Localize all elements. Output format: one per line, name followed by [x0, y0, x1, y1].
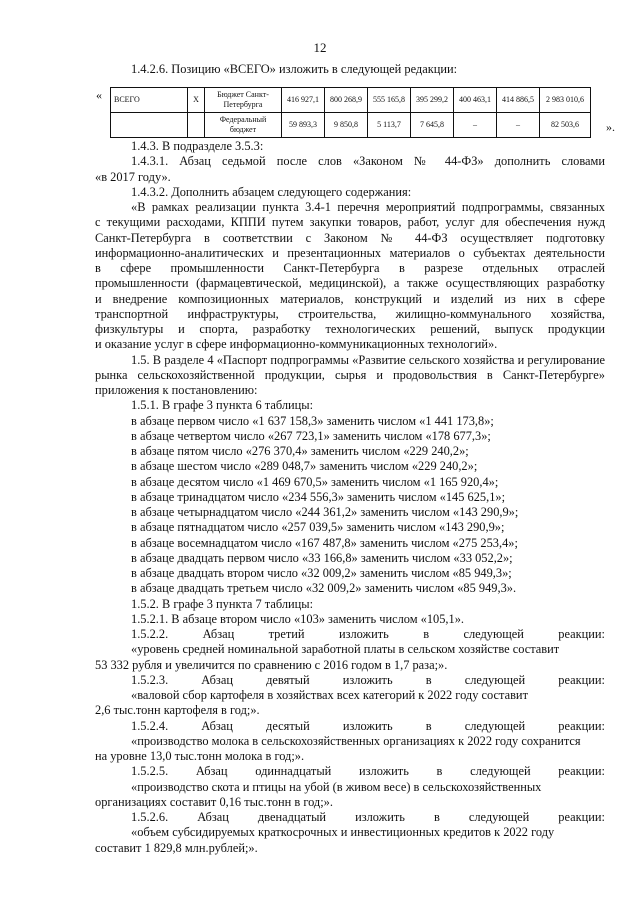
paragraph-line: «В рамках реализации пункта 3.4-1 перечня мероприятий подпрограммы, связанных [131, 200, 605, 214]
paragraph-line: транспортной инфраструктуры, строительства, жилищно-коммунального хозяйства, [95, 306, 605, 321]
table-cell: 395 299,2 [411, 88, 454, 113]
budget-table [110, 87, 591, 138]
paragraph-line: на уровне 13,0 тыс.тонн молока в год;». [95, 749, 305, 763]
paragraph-line: 1.5.2.3. Абзац девятый изложить в следующей реакции: [131, 672, 605, 687]
paragraph-line: приложения к постановлению: [95, 383, 258, 397]
paragraph-line: 1.4.3. В подразделе 3.5.3: [131, 139, 264, 153]
table-cell: Бюджет Санкт-Петербурга [205, 88, 282, 113]
table-cell: 9 850,8 [325, 113, 368, 138]
table-cell [111, 113, 188, 138]
paragraph-line: и оказание услуг в сфере информационно-коммуникационных технологий». [95, 337, 498, 352]
table-cell: ВСЕГО [111, 88, 188, 113]
paragraph-line: «производство скота и птицы на убой (в живом весе) в сельскохозяйственных [131, 779, 542, 794]
paragraph-line: «объем субсидируемых краткосрочных и инвестиционных кредитов к 2022 году [131, 825, 555, 840]
paragraph-line: 1.4.2.6. Позицию «ВСЕГО» изложить в следующей редакции: [131, 62, 458, 76]
paragraph-line: 1.4.3.1. Абзац седьмой после слов «Законом № 44-ФЗ» дополнить словами [131, 154, 605, 169]
table-cell: 800 268,9 [325, 88, 368, 113]
paragraph-line: с текущими расходами, КППИ путем закупки товаров, работ, услуг для обеспечения нужд [95, 215, 605, 230]
table-row [111, 113, 591, 138]
table-cell: 2 983 010,6 [540, 88, 591, 113]
paragraph-line: физкультуры и спорта, разработку технологических решений, выпуск продукции [95, 322, 605, 336]
paragraph-line: 53 332 рубля и увеличится по сравнению с 2016 годом в 1,7 раза;». [95, 657, 448, 672]
paragraph-line: 1.5.2.2. Абзац третий изложить в следующей реакции: [131, 627, 605, 641]
paragraph-line: в абзаце первом число «1 637 158,3» заменить числом «1 441 173,8»; [131, 413, 494, 428]
paragraph-line: в абзаце четырнадцатом число «244 361,2» заменить числом «143 290,9»; [131, 505, 519, 519]
table-cell: X [188, 88, 205, 113]
paragraph-line: «уровень средней номинальной заработной платы в сельском хозяйстве составит [131, 642, 560, 657]
table-cell: – [497, 113, 540, 138]
table-cell: 414 886,5 [497, 88, 540, 113]
paragraph-line: 1.5. В разделе 4 «Паспорт подпрограммы «Развитие сельского хозяйства и регулирование [131, 352, 605, 367]
table-row [111, 88, 591, 113]
page-number: 12 [313, 40, 327, 55]
paragraph-line: рынка сельскохозяйственной продукции, сырья и продовольствия в Санкт-Петербурге» [95, 367, 605, 382]
table-cell: 7 645,8 [411, 113, 454, 138]
paragraph-line: 1.5.2.5. Абзац одиннадцатый изложить в следующей реакции: [131, 764, 605, 779]
paragraph-line: 1.5.2. В графе 3 пункта 7 таблицы: [131, 596, 314, 611]
paragraph-line: в абзаце двадцать втором число «32 009,2» заменить числом «85 949,3»; [131, 566, 512, 580]
paragraph-line: 1.5.2.1. В абзаце втором число «103» заменить числом «105,1». [131, 611, 465, 626]
table-cell [188, 113, 205, 138]
table-open-quote: « [96, 88, 102, 102]
paragraph-line: в абзаце тринадцатом число «234 556,3» заменить числом «145 625,1»; [131, 489, 506, 504]
table-cell: 400 463,1 [454, 88, 497, 113]
paragraph-line: «производство молока в сельскохозяйственных организациях к 2022 году сохранится [131, 733, 581, 748]
table-cell: 59 893,3 [282, 113, 325, 138]
paragraph-line: Санкт-Петербурга в соответствии с Законом № 44-ФЗ осуществляет подготовку [95, 230, 605, 245]
paragraph-line: в абзаце двадцать первом число «33 166,8» заменить числом «33 052,2»; [131, 550, 513, 565]
paragraph-line: в абзаце десятом число «1 469 670,5» заменить числом «1 165 920,4»; [131, 474, 499, 489]
paragraph-line: 1.4.3.2. Дополнить абзацем следующего содержания: [131, 184, 412, 199]
paragraph-line: и внедрение композиционных материалов, конструкций и изделий из них в сфере [95, 291, 605, 306]
paragraph-line: «в 2017 году». [95, 169, 171, 184]
paragraph-line: 2,6 тыс.тонн картофеля в год;». [95, 703, 260, 718]
paragraph-line: организациях составит 0,16 тыс.тонн в год;». [95, 794, 333, 809]
table-cell: – [454, 113, 497, 138]
paragraph-line: в абзаце четвертом число «267 723,1» заменить числом «178 677,3»; [131, 428, 491, 443]
paragraph-line: составит 1 829,8 млн.рублей;». [95, 840, 258, 855]
paragraph-line: в абзаце восемнадцатом число «167 487,8» заменить числом «275 253,4»; [131, 535, 518, 550]
paragraph-line: в абзаце пятом число «276 370,4» заменить числом «229 240,2»; [131, 444, 469, 458]
table-close-quote: ». [606, 120, 615, 134]
paragraph-line: в абзаце пятнадцатом число «257 039,5» заменить числом «143 290,9»; [131, 520, 505, 535]
table-cell: 82 503,6 [540, 113, 591, 138]
table-cell: 555 165,8 [368, 88, 411, 113]
table-cell: 5 113,7 [368, 113, 411, 138]
table-cell: Федеральный бюджет [205, 113, 282, 138]
paragraph-line: «валовой сбор картофеля в хозяйствах всех категорий к 2022 году составит [131, 688, 528, 702]
paragraph-line: 1.5.2.6. Абзац двенадцатый изложить в следующей реакции: [131, 810, 605, 824]
table-cell: 416 927,1 [282, 88, 325, 113]
paragraph-line: 1.5.1. В графе 3 пункта 6 таблицы: [131, 398, 314, 413]
paragraph-line: в сфере промышленности Санкт-Петербурга в разрезе отдельных отраслей [95, 261, 605, 275]
paragraph-line: 1.5.2.4. Абзац десятый изложить в следующей реакции: [131, 718, 605, 733]
paragraph-line: промышленности (фармацевтической, медицинской), а также осуществляющих разработку [95, 276, 605, 291]
paragraph-line: информационно-аналитических и презентационных материалов о субъектах деятельности [95, 245, 605, 260]
paragraph-line: в абзаце двадцать третьем число «32 009,2» заменить числом «85 949,3». [131, 581, 517, 596]
paragraph-line: в абзаце шестом число «289 048,7» заменить числом «229 240,2»; [131, 459, 478, 474]
